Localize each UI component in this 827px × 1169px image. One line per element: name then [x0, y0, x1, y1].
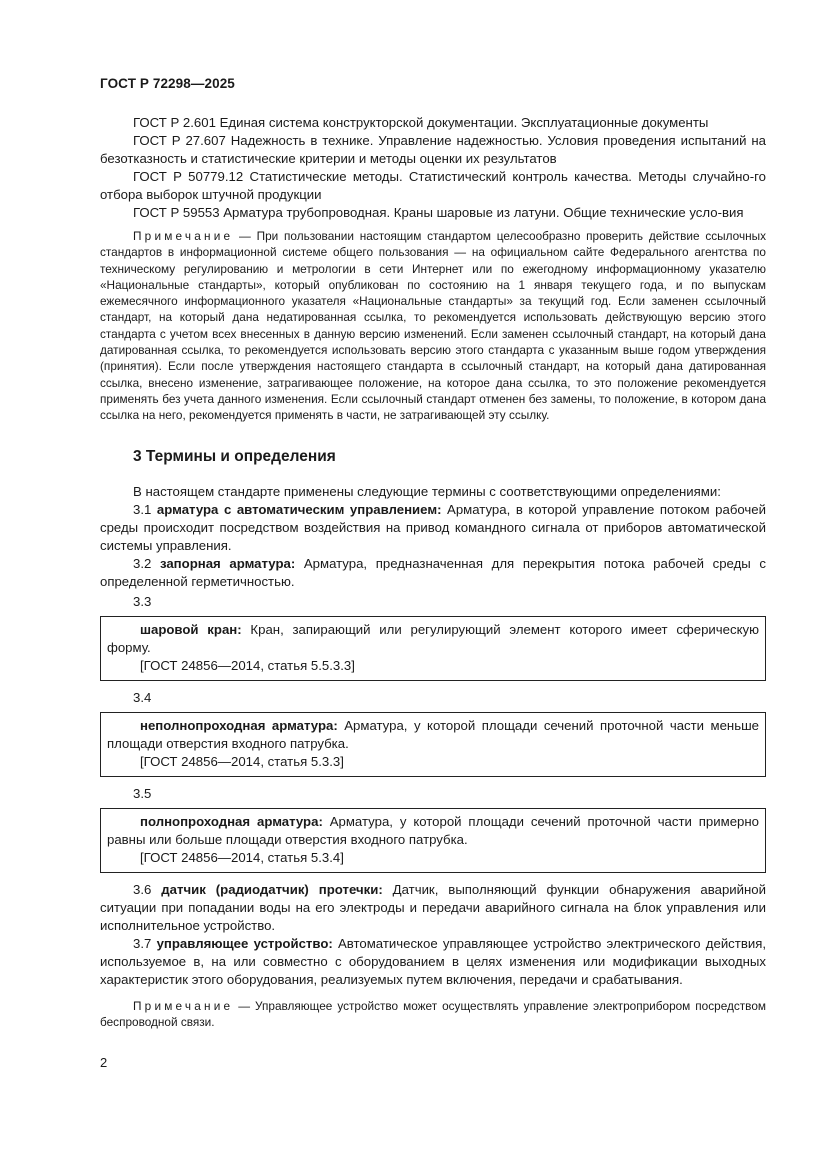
term-definition: Арматура, в которой управление потоком рабочей среды происходит посредством воздействия на привод командного сигнала от приборов автоматической системы управления.	[100, 501, 766, 553]
term-3-1	[100, 501, 766, 555]
section-intro: В настоящем стандарте применены следующие термины с соответствующими определениями:	[133, 483, 721, 499]
term-source: [ГОСТ 24856—2014, статья 5.5.3.3]	[140, 657, 355, 673]
reference-text: ГОСТ Р 27.607 Надежность в технике. Управление надежностью. Условия проведения испытаний	[133, 133, 747, 148]
term-number: 3.2	[133, 555, 160, 571]
term-box-3-5	[100, 808, 766, 873]
note-label: Примечание	[133, 998, 234, 1013]
term-note	[100, 998, 766, 1031]
note-text: — При пользовании настоящим стандартом целесообразно проверить действие ссылочных стандартов в информационной системе общего пользования — на официальном сайте Федерального агентства по техническому регулированию и метрологии в сети Интернет или по ежегодному информационному указателю «Национальные стандарты», который опубликован по состоянию на 1 января текущего года, и по выпускам ежемесячного информационного указателя «Национальные стандарты» за текущий год. Если заменен ссылочный стандарт, на который дана недатированная ссылка, то рекомендуется использовать действующую версию этого стандарта с учетом всех внесенных в данную версию изменений. Если заменен ссылочный стандарт, на который дана датированная ссылка, то рекомендуется использовать версию этого стандарта с указанным выше годом утверждения (принятия). Если после утверждения настоящего стандарта в ссылочный стандарт, на который дана датированная ссылка, внесено изменение, затрагивающее положение, на которое дана ссылка, то это положение рекомендуется применять без учета данного изменения. Если ссылочный стандарт отменен без замены, то положение, в котором дана ссылка на него, рекомендуется применять в части, не затрагивающей эту ссылку.	[100, 229, 766, 423]
term-number: 3.3	[133, 593, 152, 609]
reference-text-cont: на безотказность и статистические критерии и методы оценки их результатов	[100, 133, 766, 166]
reference-text: ГОСТ Р 50779.12 Статистические методы. Статистический контроль качества. Методы случайно-	[133, 169, 755, 184]
page-content	[100, 114, 766, 1030]
term-definition: Арматура, предназначенная для перекрытия потока рабочей среды с определенной герметичностью.	[100, 555, 766, 589]
term-3-6	[100, 881, 766, 935]
reference-item	[100, 204, 766, 222]
term-box-3-3	[100, 616, 766, 681]
page-number: 2	[100, 1055, 108, 1070]
term-definition: Арматура, у которой площади сечений проточной части меньше площади отверстия входного патрубка.	[107, 717, 759, 751]
references-list	[100, 114, 766, 222]
reference-item	[100, 168, 766, 204]
reference-note	[100, 228, 766, 424]
section-title: 3 Термины и определения	[133, 447, 336, 465]
term-number: 3.4	[133, 689, 152, 705]
reference-text-cont: го отбора выборок штучной продукции	[100, 169, 766, 202]
term-name: полнопроходная арматура:	[140, 813, 323, 829]
term-definition: Кран, запирающий или регулирующий элемент которого имеет сферическую форму.	[107, 621, 759, 655]
term-name: запорная арматура:	[159, 555, 296, 571]
note-text: — Управляющее устройство может осуществлять управление электроприбором посредством беспроводной связи.	[100, 998, 766, 1029]
term-definition: Автоматическое управляющее устройство электрического действия, используемое в, на или совместно с оборудованием в целях изменения или модификации выходных характеристик этого оборудования, реализуемых путем включения, передачи и срабатывания.	[100, 935, 766, 987]
term-number: 3.7	[133, 935, 157, 951]
note-label: Примечание	[133, 229, 234, 243]
term-definition: Датчик, выполняющий функции обнаружения аварийной ситуации при попадании воды на его электроды и передачи аварийного сигнала на блок управления или исполнительное устройство.	[100, 881, 766, 933]
reference-text-cont: вия	[721, 205, 744, 220]
term-3-7	[100, 935, 766, 989]
term-source: [ГОСТ 24856—2014, статья 5.3.4]	[140, 849, 344, 865]
reference-item	[100, 132, 766, 168]
term-definition: Арматура, у которой площади сечений проточной части примерно равны или больше площади отверстия входного патрубка.	[107, 813, 759, 847]
reference-text: ГОСТ Р 59553 Арматура трубопроводная. Краны шаровые из латуни. Общие технические усло-	[133, 205, 722, 220]
term-entry	[107, 717, 759, 753]
document-header: ГОСТ Р 72298—2025	[100, 76, 235, 91]
term-3-2	[100, 555, 766, 591]
term-number: 3.1	[133, 501, 157, 517]
term-entry	[107, 813, 759, 849]
reference-item	[100, 114, 766, 132]
reference-text: ГОСТ Р 2.601 Единая система конструкторской документации. Эксплуатационные документы	[133, 115, 709, 130]
term-name: датчик (радиодатчик) протечки:	[161, 881, 383, 897]
term-name: шаровой кран:	[140, 621, 242, 637]
term-source: [ГОСТ 24856—2014, статья 5.3.3]	[140, 753, 344, 769]
term-name: арматура с автоматическим управлением:	[156, 501, 442, 517]
term-name: управляющее устройство:	[156, 935, 333, 951]
term-box-3-4	[100, 712, 766, 777]
term-entry	[107, 621, 759, 657]
term-name: неполнопроходная арматура:	[140, 717, 338, 733]
term-number: 3.5	[133, 785, 152, 801]
term-number: 3.6	[133, 881, 162, 897]
